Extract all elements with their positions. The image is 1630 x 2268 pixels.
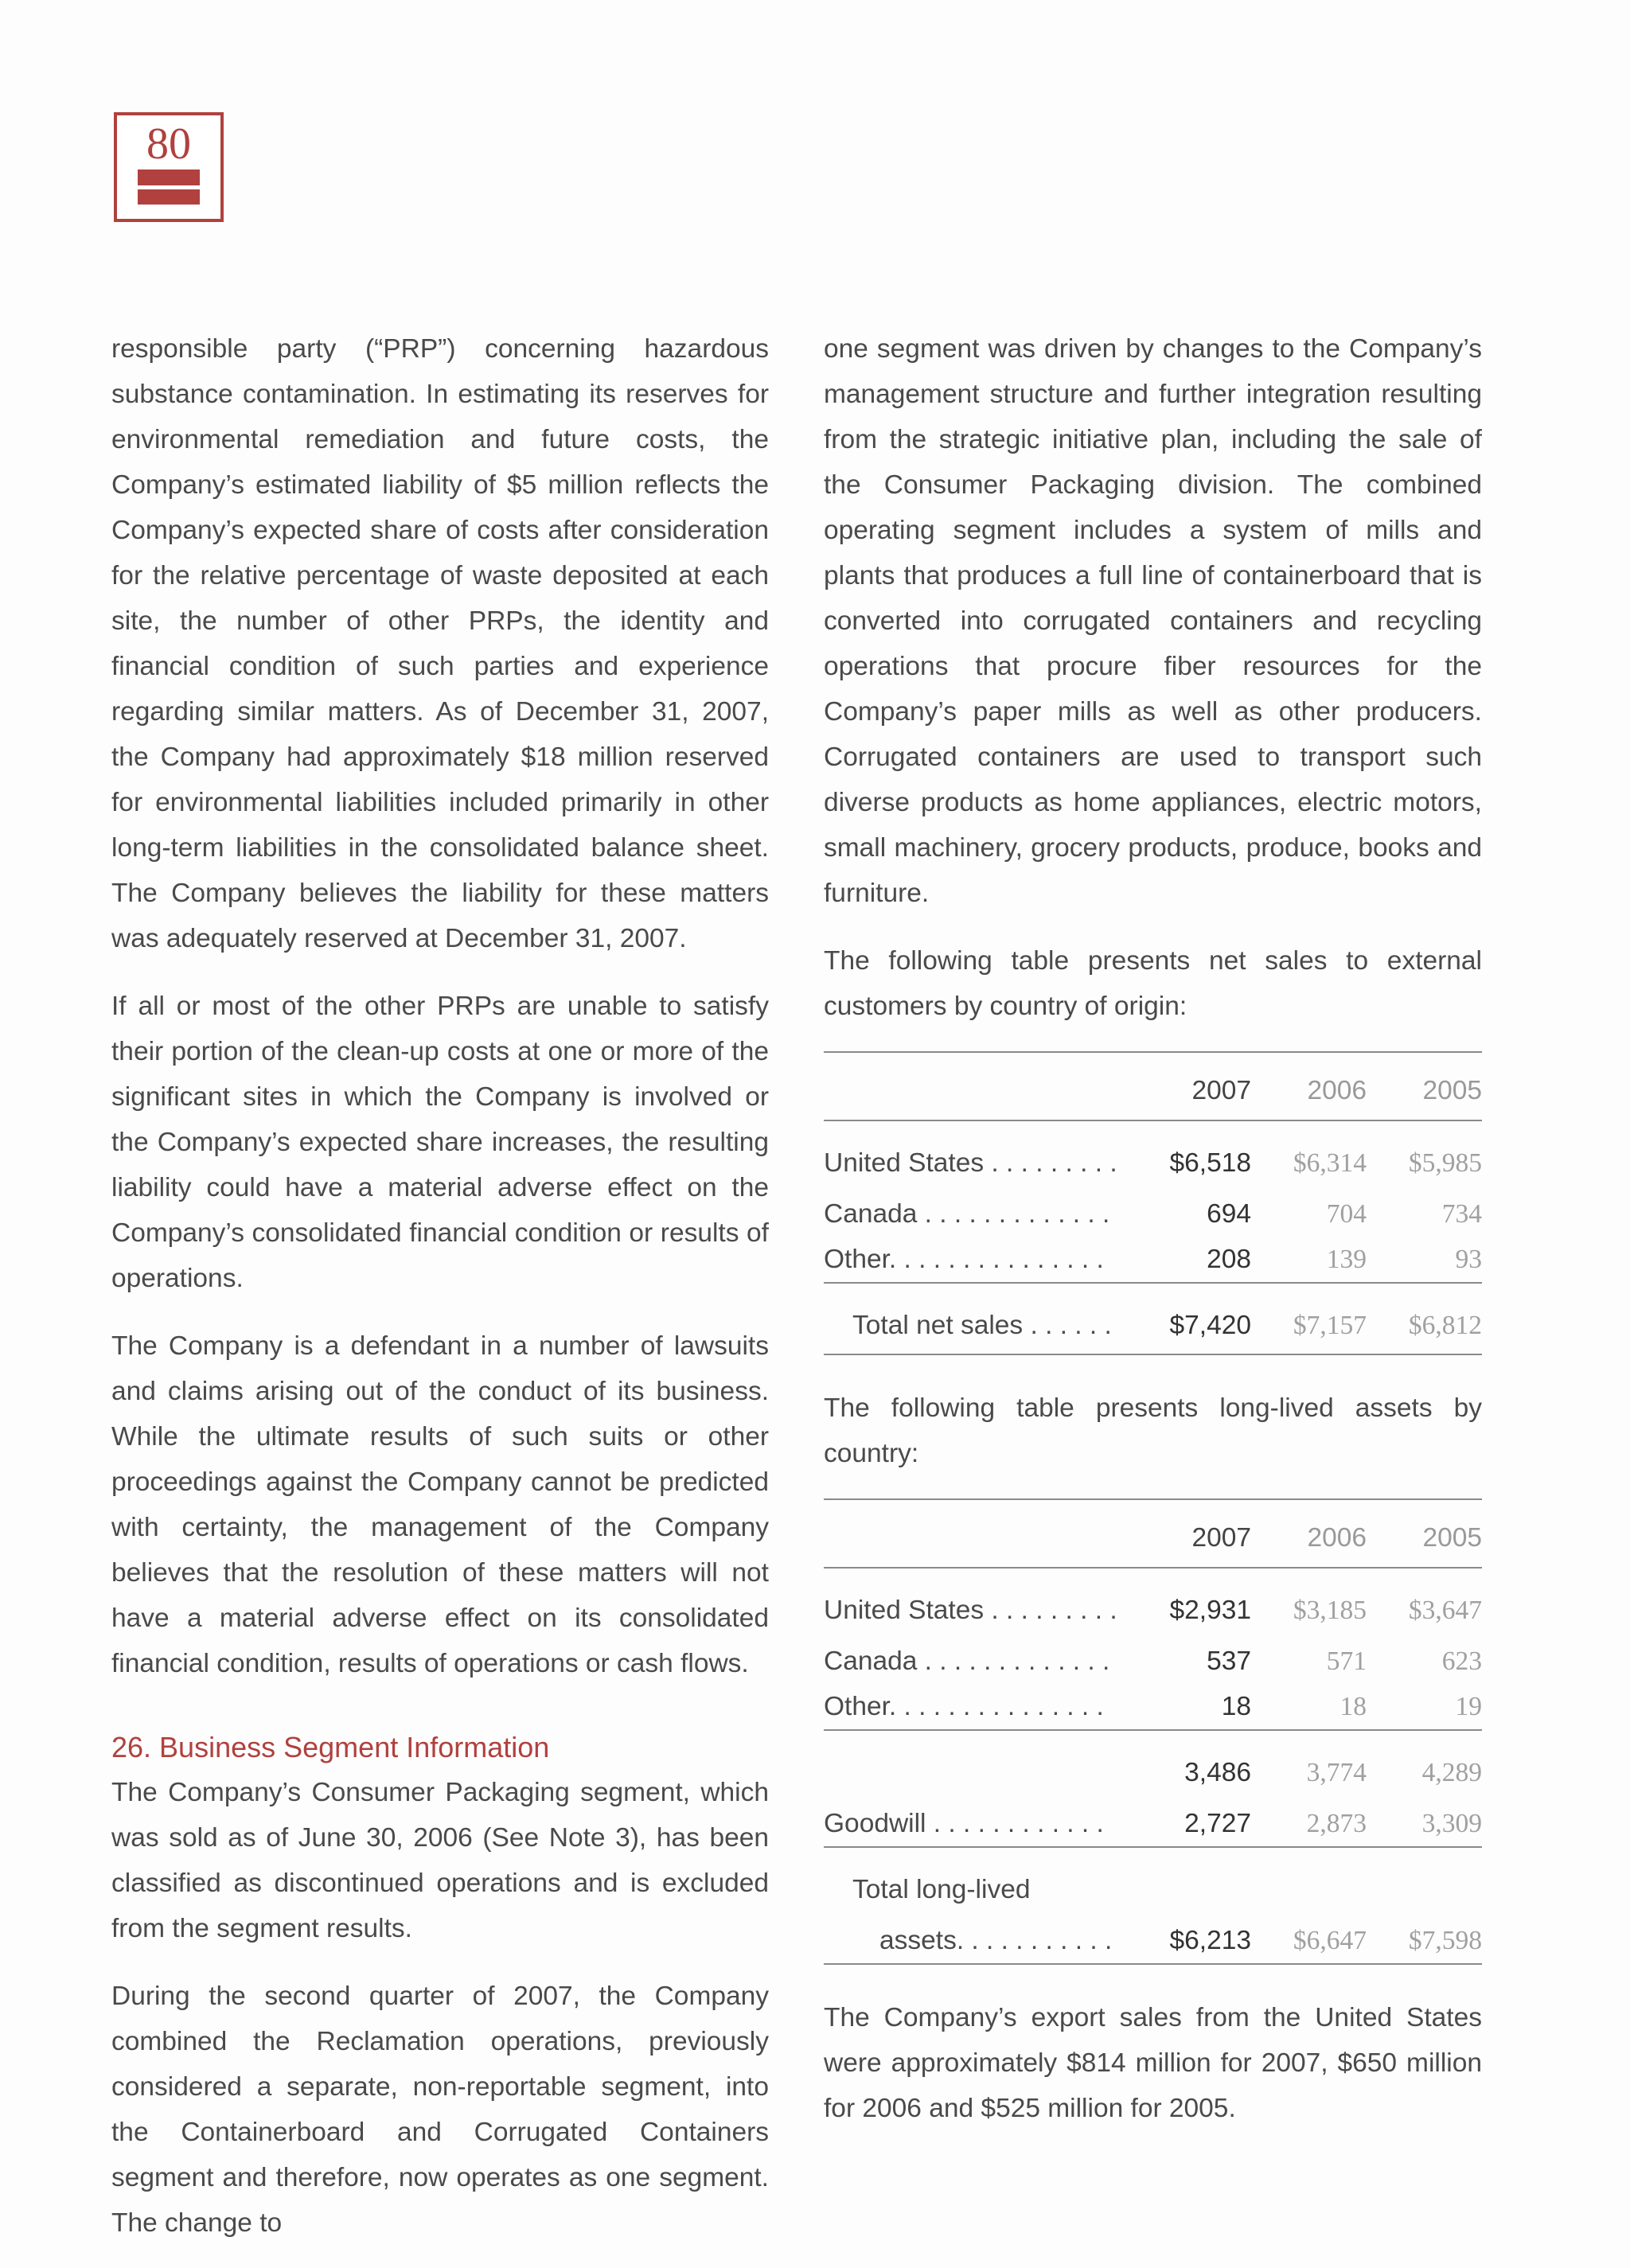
cell-2007: 694	[1207, 1198, 1251, 1229]
year-header: 2007	[1136, 1499, 1251, 1568]
table-total-row	[824, 1283, 1482, 1354]
year-header: 2005	[1367, 1499, 1482, 1568]
row-label: United States . . . . . . . . .	[824, 1148, 1117, 1178]
table-row	[824, 1568, 1482, 1639]
year-header: 2006	[1251, 1052, 1367, 1120]
left-paragraph-2: If all or most of the other PRPs are unable to satisfy their portion of the clean-up costs at one or more of the significant sites in which the Company is involved or the Company’s expected share increases, the resulting liability could have a material adverse effect on the Company’s consolidated financial condition or results of operations.	[111, 992, 769, 1293]
table-subtotal-row	[824, 1730, 1482, 1801]
badge-bar-icon	[138, 170, 200, 205]
right-paragraph-3: The following table presents long-lived assets by country:	[824, 1393, 1482, 1468]
cell-2005: $7,598	[1367, 1918, 1482, 1964]
table-row	[824, 1120, 1482, 1191]
cell-2006: $7,157	[1251, 1283, 1367, 1354]
row-label: Canada . . . . . . . . . . . . .	[824, 1646, 1110, 1676]
long-lived-assets-table	[824, 1498, 1482, 1965]
row-label: Total long-lived	[852, 1875, 1031, 1904]
page-number: 80	[146, 119, 191, 169]
left-paragraph-4: The Company’s Consumer Packaging segment, which was sold as of June 30, 2006 (See Note 3), has been classified as discontinued operations and is excluded from the segment results.	[111, 1778, 769, 1943]
table-row	[824, 1639, 1482, 1684]
cell-2006: 18	[1251, 1684, 1367, 1730]
table-header-row	[824, 1499, 1482, 1568]
cell-2005: 623	[1441, 1646, 1482, 1676]
left-column	[111, 326, 769, 2268]
table-row	[824, 1801, 1482, 1847]
cell-2006: 704	[1326, 1198, 1367, 1229]
table-total-label-row	[824, 1847, 1482, 1918]
cell-2005: $5,985	[1408, 1148, 1482, 1178]
table-total-row	[824, 1918, 1482, 1964]
table-row	[824, 1191, 1482, 1237]
year-header: 2005	[1367, 1052, 1482, 1120]
row-label: assets. . . . . . . . . . .	[824, 1918, 1136, 1964]
cell-2007: $6,213	[1136, 1918, 1251, 1964]
table-row	[824, 1237, 1482, 1283]
year-header: 2007	[1136, 1052, 1251, 1120]
cell-2007: $7,420	[1136, 1283, 1251, 1354]
left-paragraph-1: responsible party (“PRP”) concerning hazardous substance contamination. In estimating its reserves for environmental remediation and future costs, the Company’s estimated liability of $5 million reflects the Company’s expected share of costs after consideration for the relative percentage of waste deposited at each site, the number of other PRPs, the identity and financial condition of such parties and experience regarding similar matters. As of December 31, 2007, the Company had approximately $18 million reserved for environmental liabilities included primarily in other long-term liabilities in the consolidated balance sheet. The Company believes the liability for these matters was adequately reserved at December 31, 2007.	[111, 334, 769, 953]
cell-2007: 18	[1136, 1684, 1251, 1730]
cell-2005: $3,647	[1408, 1596, 1482, 1625]
row-label: Total net sales . . . . . .	[824, 1283, 1136, 1354]
row-label: Other. . . . . . . . . . . . . . .	[824, 1237, 1136, 1283]
row-label: United States . . . . . . . . .	[824, 1596, 1117, 1625]
table-row	[824, 1684, 1482, 1730]
right-paragraph-1: one segment was driven by changes to the Company’s management structure and further integration resulting from the strategic initiative plan, including the sale of the Consumer Packaging division. The combined operating segment includes a system of mills and plants that produces a full line of containerboard that is converted into corrugated containers and recycling operations that procure fiber resources for the Company’s paper mills as well as other producers. Corrugated containers are used to transport such diverse products as home appliances, electric motors, small machinery, grocery products, produce, books and furniture.	[824, 334, 1482, 908]
cell-2005: 19	[1367, 1684, 1482, 1730]
right-paragraph-2: The following table presents net sales to external customers by country of origin:	[824, 946, 1482, 1021]
year-header: 2006	[1251, 1499, 1367, 1568]
cell-2007: 208	[1136, 1237, 1251, 1283]
row-label: Goodwill . . . . . . . . . . . .	[824, 1801, 1136, 1847]
cell-2006: $3,185	[1293, 1596, 1367, 1625]
cell-2007: $2,931	[1169, 1596, 1251, 1625]
cell-2005: 734	[1441, 1198, 1482, 1229]
cell-2006: 2,873	[1251, 1801, 1367, 1847]
row-label: Canada . . . . . . . . . . . . .	[824, 1198, 1110, 1229]
cell-2007: 537	[1207, 1646, 1251, 1676]
cell-2007: 2,727	[1136, 1801, 1251, 1847]
right-paragraph-4: The Company’s export sales from the United States were approximately $814 million for 2007, $650 million for 2006 and $525 million for 2005.	[824, 2003, 1482, 2123]
cell-2006: 139	[1251, 1237, 1367, 1283]
section-heading: 26. Business Segment Information	[111, 1731, 550, 1763]
cell-2005: $6,812	[1367, 1283, 1482, 1354]
cell-2005: 93	[1367, 1237, 1482, 1283]
cell-2006: 3,774	[1306, 1758, 1367, 1787]
left-paragraph-5: During the second quarter of 2007, the Company combined the Reclamation operations, previously considered a separate, non-reportable segment, into the Containerboard and Corrugated Containers segment and therefore, now operates as one segment. The change to	[111, 1982, 769, 2238]
cell-2006: 571	[1326, 1646, 1367, 1676]
page-number-badge	[114, 112, 224, 222]
cell-2005: 3,309	[1367, 1801, 1482, 1847]
left-paragraph-3: The Company is a defendant in a number of lawsuits and claims arising out of the conduct of its business. While the ultimate results of such suits or other proceedings against the Company cannot be predicted with certainty, the management of the Company believes that the resolution of these matters will not have a material adverse effect on its consolidated financial condition, results of operations or cash flows.	[111, 1331, 769, 1678]
cell-2006: $6,314	[1293, 1148, 1367, 1178]
cell-2006: $6,647	[1251, 1918, 1367, 1964]
right-column	[824, 326, 1482, 2153]
cell-2005: 4,289	[1421, 1758, 1482, 1787]
row-label: Other. . . . . . . . . . . . . . .	[824, 1684, 1136, 1730]
cell-2007: $6,518	[1169, 1148, 1251, 1178]
cell-2007: 3,486	[1184, 1758, 1251, 1787]
net-sales-table	[824, 1051, 1482, 1355]
table-header-row	[824, 1052, 1482, 1120]
